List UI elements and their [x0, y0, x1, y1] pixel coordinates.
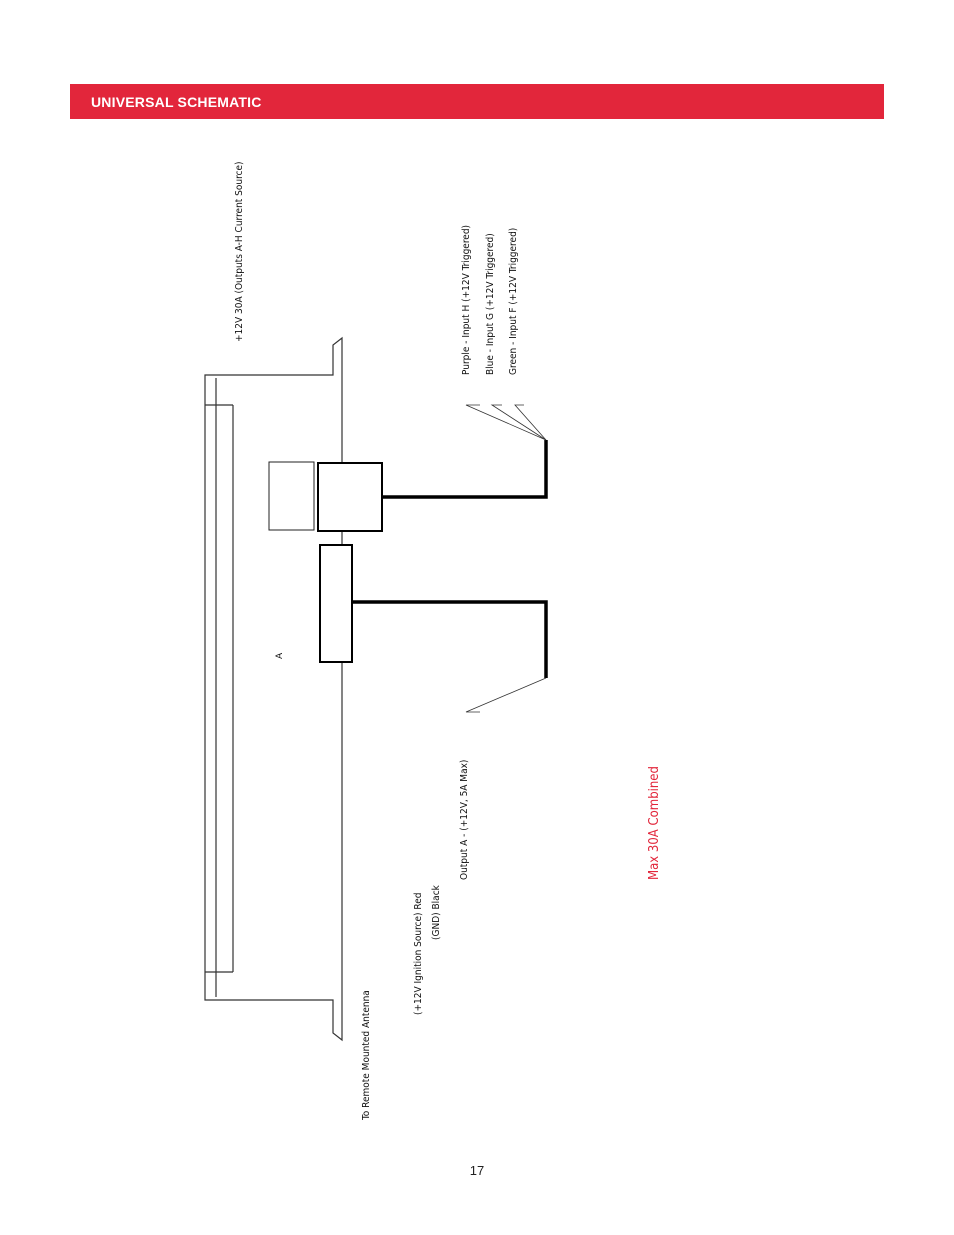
ignition-black-label: (GND) Black: [431, 885, 442, 940]
ignition-red-label: (+12V Ignition Source) Red: [413, 892, 424, 1015]
input-wire-g: [492, 405, 546, 440]
input-label-h: Purple - Input H (+12V Triggered): [461, 224, 472, 375]
module-housing: [205, 338, 342, 1040]
power-label: +12V 30A (Outputs A-H Current Source): [234, 161, 245, 342]
max-combined-note: Max 30A Combined: [647, 766, 662, 880]
antenna-label: To Remote Mounted Antenna: [361, 990, 372, 1120]
section-title: UNIVERSAL SCHEMATIC: [91, 94, 262, 110]
input-wire-harness: [318, 405, 546, 531]
output-wire-a: [466, 678, 546, 712]
input-wire-h: [466, 405, 546, 440]
page-number: 17: [469, 1163, 485, 1178]
header-pin-connector: [269, 462, 314, 530]
input-label-g: Blue - Input G (+12V Triggered): [485, 233, 496, 375]
output-label-a: Output A - (+12V, 5A Max): [459, 759, 470, 880]
output-wire-harness: [320, 545, 546, 712]
input-label-f: Green - Input F (+12V Triggered): [508, 227, 519, 375]
pin-letter-a: A: [275, 652, 285, 659]
